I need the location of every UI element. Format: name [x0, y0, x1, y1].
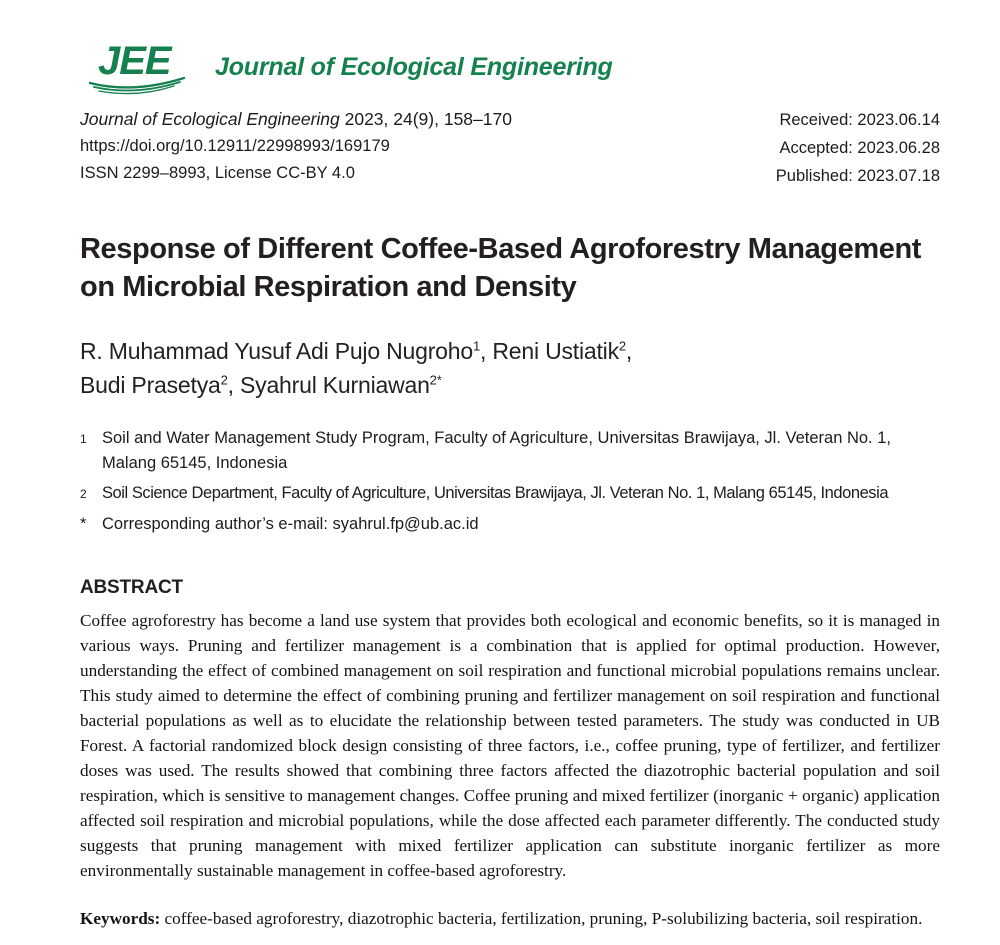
author-name: Syahrul Kurniawan [240, 372, 430, 398]
affiliation-marker: 1 [80, 432, 87, 446]
author-affil-sup: 2 [220, 372, 228, 388]
keywords-text: coffee-based agroforestry, diazotrophic bacteria, fertilization, pruning, P-solubilizing bacteria, soil respiration. [160, 909, 923, 928]
citation-detail: 2023, 24(9), 158–170 [339, 109, 512, 129]
accepted-date: Accepted: 2023.06.28 [779, 139, 940, 157]
citation-line [80, 106, 512, 133]
article-title [80, 230, 940, 306]
affiliation-item [80, 512, 940, 537]
author-affil-sup: 1 [472, 338, 480, 354]
citation-block [80, 106, 512, 187]
issn-license-line: ISSN 2299–8993, License CC-BY 4.0 [80, 164, 355, 182]
authors-line-2 [80, 368, 940, 402]
affiliation-item [80, 426, 940, 476]
article-title-line2: on Microbial Respiration and Density [80, 271, 577, 303]
corresponding-author-email[interactable]: syahrul.fp@ub.ac.id [332, 515, 479, 533]
author-separator: , [227, 372, 241, 398]
author-separator: , [479, 338, 493, 364]
abstract-text: Coffee agroforestry has become a land use system that provides both ecological and economic benefits, so it is managed in various ways. Pruning and fertilizer management is a combination that is applied for optimal production. However, understanding the effect of combined management on soil respiration and functional microbial populations remains unclear. This study aimed to determine the effect of combining pruning and fertilizer management on soil respiration and functional bacterial populations as well as to elucidate the relationship between tested parameters. The study was conducted in UB Forest. A factorial randomized block design consisting of three factors, i.e., coffee pruning, type of fertilizer, and fertilizer doses was used. The results showed that combining three factors affected the diazotrophic bacterial population and soil respiration, which is sensitive to management changes. Coffee pruning and mixed fertilizer (inorganic + organic) application affected soil respiration and microbial populations, while the dose affected each parameter differently. The conducted study suggests that pruning management with mixed fertilizer application can substitute inorganic fertilizer as more environmentally sustainable management in coffee-based agroforestry. [80, 611, 940, 880]
author-name: Reni Ustiatik [492, 338, 619, 364]
affiliation-marker: * [80, 515, 87, 533]
author-list [80, 334, 940, 402]
received-date: Received: 2023.06.14 [779, 111, 940, 129]
abstract-heading: ABSTRACT [80, 577, 183, 598]
affiliation-item [80, 481, 940, 507]
author-separator: , [625, 338, 633, 364]
author-name: R. Muhammad Yusuf Adi Pujo Nugroho [80, 338, 473, 364]
jee-logo-text: JEE [98, 39, 171, 83]
doi-link[interactable]: https://doi.org/10.12911/22998993/169179 [80, 137, 390, 155]
journal-header [88, 38, 940, 96]
journal-name: Journal of Ecological Engineering [215, 53, 613, 81]
citation-journal-name: Journal of Ecological Engineering [80, 109, 340, 129]
dates-block [776, 106, 940, 190]
authors-line-1 [80, 334, 940, 368]
affiliation-marker: 2 [80, 487, 87, 501]
article-meta-row [80, 106, 940, 190]
affiliation-text: Soil and Water Management Study Program, Faculty of Agriculture, Universitas Brawijaya, Jl. Veteran No. 1, Malang 65145, Indonesia [102, 429, 891, 472]
affiliation-text: Soil Science Department, Faculty of Agriculture, Universitas Brawijaya, Jl. Veteran No. 1, Malang 65145, Indonesia [102, 484, 889, 502]
author-affil-sup: 2* [429, 372, 442, 388]
affiliation-text [102, 512, 940, 537]
author-affil-sup: 2 [618, 338, 626, 354]
author-name: Budi Prasetya [80, 372, 221, 398]
published-date: Published: 2023.07.18 [775, 167, 940, 185]
journal-logo [88, 39, 193, 96]
corresponding-author-label: Corresponding author’s e-mail: [102, 515, 333, 533]
article-title-line1: Response of Different Coffee-Based Agroforestry Management [80, 233, 922, 265]
keywords-paragraph [80, 906, 940, 931]
keywords-label: Keywords: [80, 909, 161, 928]
affiliation-list [80, 426, 940, 537]
abstract-section [80, 577, 940, 883]
